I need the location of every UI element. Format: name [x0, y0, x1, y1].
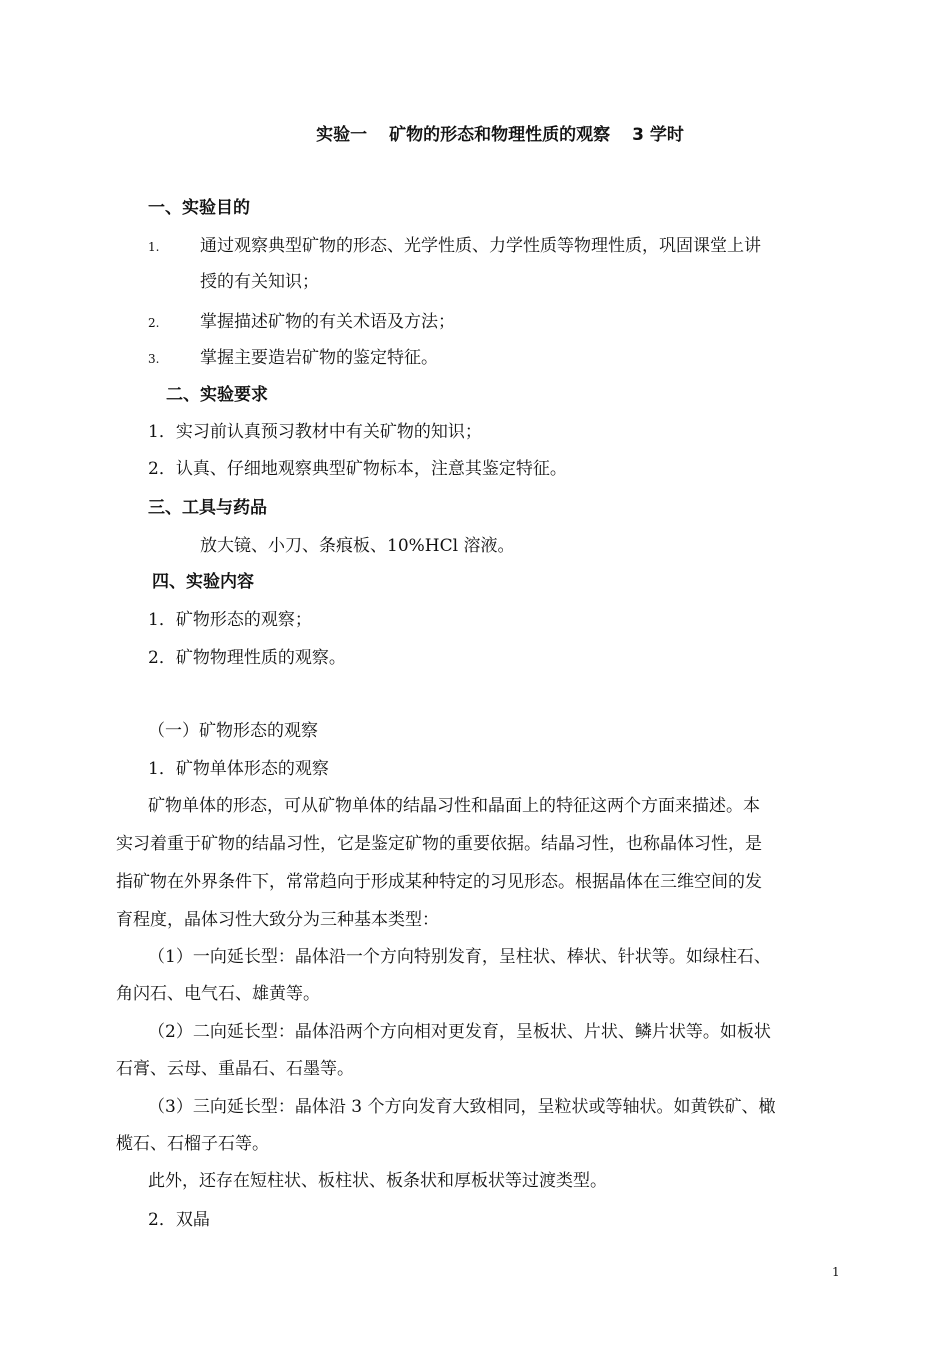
content-item: 1．矿物形态的观察；	[148, 610, 312, 630]
tools-text: 放大镜、小刀、条痕板、10%HCl 溶液。	[200, 536, 515, 556]
habit-type-line: （1）一向延长型：晶体沿一个方向特别发育，呈柱状、棒状、针状等。如绿柱石、	[148, 947, 771, 967]
section-heading-tools: 三、工具与药品	[148, 498, 267, 518]
subsection-item: 1．矿物单体形态的观察	[148, 759, 329, 779]
page-number: 1	[832, 1265, 840, 1279]
requirement-item: 1．实习前认真预习教材中有关矿物的知识；	[148, 422, 482, 442]
paragraph-line: 实习着重于矿物的结晶习性，它是鉴定矿物的重要依据。结晶习性，也称晶体习性，是	[116, 834, 762, 854]
subsection-heading: （一）矿物形态的观察	[148, 721, 318, 741]
habit-type-line: 角闪石、电气石、雄黄等。	[116, 984, 320, 1004]
objective-item	[148, 311, 455, 334]
title-topic: 矿物的形态和物理性质的观察	[389, 125, 611, 145]
section-heading-content: 四、实验内容	[152, 572, 254, 592]
paragraph-line: 育程度，晶体习性大致分为三种基本类型：	[116, 910, 439, 930]
habit-type-line: （2）二向延长型：晶体沿两个方向相对更发育，呈板状、片状、鳞片状等。如板状	[148, 1022, 771, 1042]
habit-type-line: 榄石、石榴子石等。	[116, 1134, 269, 1154]
section-heading-requirements: 二、实验要求	[166, 385, 268, 405]
subsection-item: 2．双晶	[148, 1210, 210, 1230]
page-title	[0, 120, 952, 145]
habit-type-line: （3）三向延长型：晶体沿 3 个方向发育大致相同，呈粒状或等轴状。如黄铁矿、橄	[148, 1097, 776, 1117]
objective-text: 掌握主要造岩矿物的鉴定特征。	[200, 348, 438, 368]
objective-text-cont: 授的有关知识；	[200, 272, 319, 292]
paragraph-line: 指矿物在外界条件下，常常趋向于形成某种特定的习见形态。根据晶体在三维空间的发	[116, 872, 762, 892]
paragraph-line: 此外，还存在短柱状、板柱状、板条状和厚板状等过渡类型。	[148, 1171, 607, 1191]
requirement-item: 2．认真、仔细地观察典型矿物标本，注意其鉴定特征。	[148, 459, 567, 479]
objective-item	[148, 347, 438, 370]
habit-type-line: 石膏、云母、重晶石、石墨等。	[116, 1059, 354, 1079]
objective-number: 3.	[148, 352, 160, 366]
section-heading-objectives: 一、实验目的	[148, 198, 250, 218]
title-hours: 3 学时	[632, 125, 684, 145]
objective-text: 通过观察典型矿物的形态、光学性质、力学性质等物理性质，巩固课堂上讲	[200, 236, 761, 256]
content-item: 2．矿物物理性质的观察。	[148, 648, 346, 668]
objective-number: 1.	[148, 240, 160, 254]
objective-item	[148, 235, 761, 258]
paragraph-line: 矿物单体的形态，可从矿物单体的结晶习性和晶面上的特征这两个方面来描述。本	[148, 796, 760, 816]
objective-number: 2.	[148, 316, 160, 330]
title-experiment: 实验一	[316, 125, 368, 145]
objective-text: 掌握描述矿物的有关术语及方法；	[200, 312, 455, 332]
